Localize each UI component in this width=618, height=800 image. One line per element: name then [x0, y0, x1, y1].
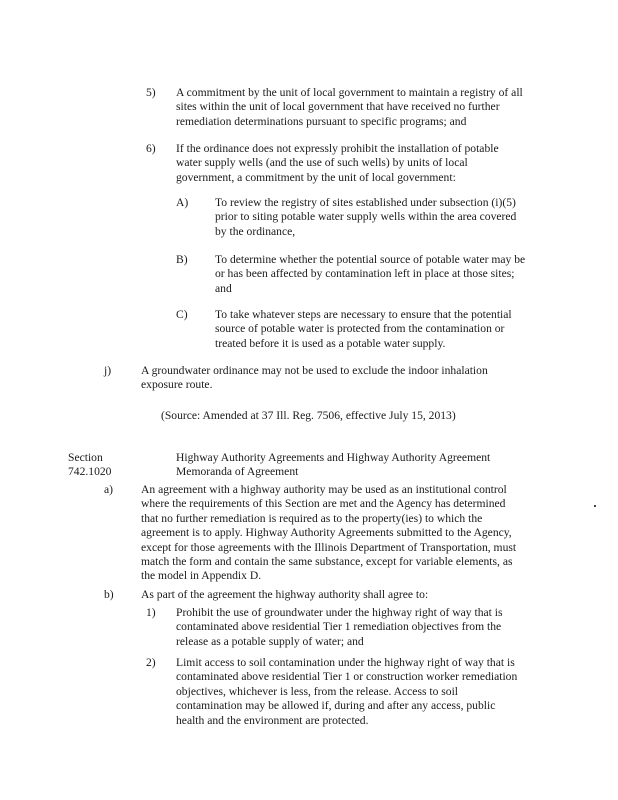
item-label: b) — [104, 588, 114, 601]
item-label: C) — [176, 308, 188, 321]
item-label: j) — [104, 364, 112, 377]
item-label: 6) — [146, 142, 156, 155]
section-number: Section 742.1020 — [68, 451, 112, 479]
item-text: Prohibit the use of groundwater under the highway right of way that is contaminated above residential Tier 1 remediation objectives from the release as a potable supply of water; and — [176, 606, 503, 648]
item-label: B) — [176, 253, 188, 266]
item-text: To take whatever steps are necessary to ensure that the potential source of potable water is protected from the contamination or treated before it is used as a potable water supply. — [215, 308, 512, 350]
item-text: To review the registry of sites established under subsection (i)(5) prior to siting potable water supply wells within the area covered by the ordinance, — [215, 196, 517, 238]
item-text: Limit access to soil contamination under the highway right of way that is contaminated above residential Tier 1 or construction worker remediation objectives, whichever is less, from the release. Access to soil contamination may be allowed if, during and after any access, public health and the environment are protected. — [176, 656, 518, 727]
item-text: A groundwater ordinance may not be used to exclude the indoor inhalation exposure route. — [141, 364, 488, 392]
item-label: 2) — [146, 656, 156, 669]
item-label: 1) — [146, 606, 156, 619]
source-note: (Source: Amended at 37 Ill. Reg. 7506, effective July 15, 2013) — [161, 409, 456, 422]
item-text: An agreement with a highway authority may be used as an institutional control where the requirements of this Section are met and the Agency has determined that no further remediation is required as to the property(ies) to which the agreement is to apply. Highway Authority Agreements submitted to the Agency, except for those agreements with the Illinois Department of Transportation, must match the form and contain the same substance, except for variable elements, as the model in Appendix D. — [141, 483, 517, 583]
section-title: Highway Authority Agreements and Highway Authority Agreement Memoranda of Agreement — [176, 451, 491, 479]
item-text: A commitment by the unit of local government to maintain a registry of all sites within the unit of local government that have received no further remediation determinations pursuant to specific programs; and — [176, 86, 523, 128]
item-label: A) — [176, 196, 189, 209]
item-text: If the ordinance does not expressly prohibit the installation of potable water supply wells (and the use of such wells) by units of local government, a commitment by the unit of local government: — [176, 142, 499, 184]
item-text: To determine whether the potential source of potable water may be or has been affected by contamination left in place at those sites; and — [215, 253, 526, 295]
item-label: a) — [104, 483, 114, 496]
item-label: 5) — [146, 86, 156, 99]
item-text: As part of the agreement the highway authority shall agree to: — [141, 588, 429, 601]
scan-speck — [594, 505, 596, 507]
